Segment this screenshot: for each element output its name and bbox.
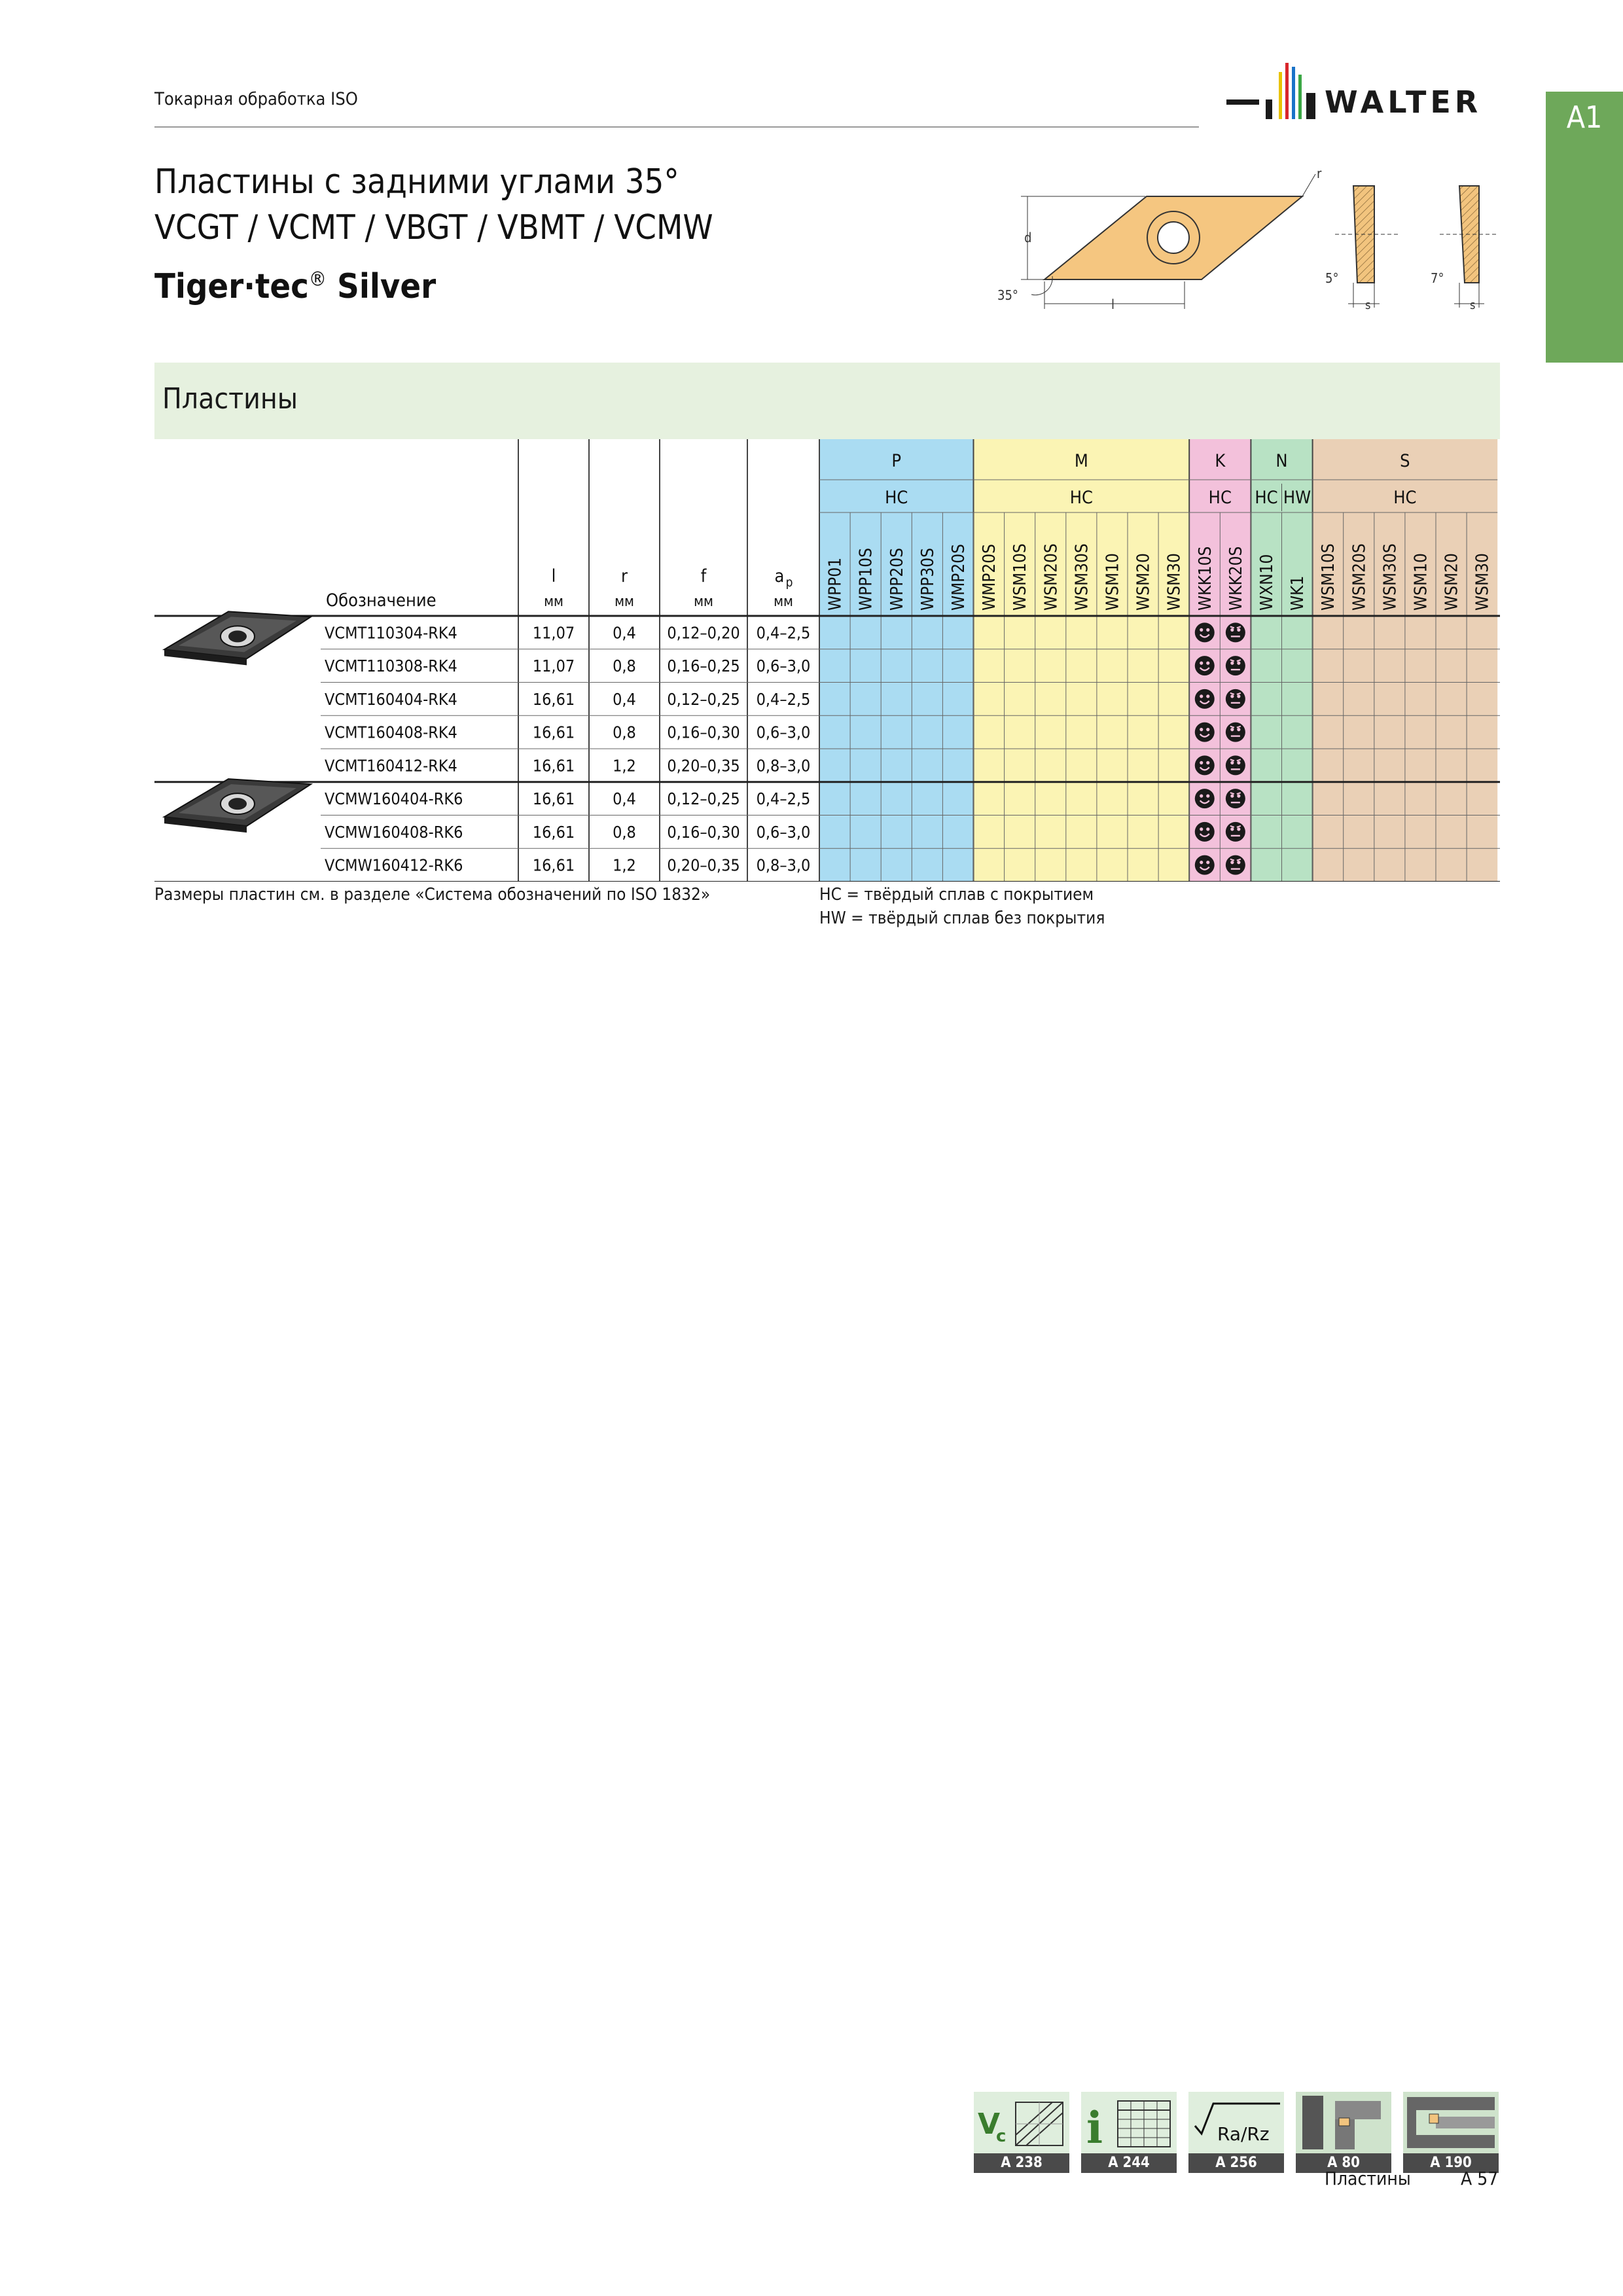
face-eye [1230,662,1234,665]
face-eye [1206,761,1209,764]
boring-bar-icon [1403,2092,1499,2153]
face-eye [1230,628,1234,632]
grade-label: WSM10S [1319,543,1339,611]
section-heading: Пластины [162,382,298,416]
value-cell: 0,8–3,0 [756,855,811,875]
value-cell: 0,4 [613,789,636,809]
value-cell: 0,6–3,0 [756,656,811,676]
grade-label: WSM20S [1349,543,1370,611]
value-cell: 0,6–3,0 [756,723,811,742]
grade-label: WSM30S [1072,543,1092,611]
face-eye [1200,827,1203,831]
grade-label: WSM20S [1041,543,1061,611]
value-cell: 0,20–0,35 [667,855,740,875]
value-cell: 16,61 [532,723,575,742]
ref-label: A 256 [1188,2153,1284,2173]
face-eye [1237,827,1240,831]
page-title: Пластины с задними углами 35° [154,162,679,202]
value-cell: 0,20–0,35 [667,756,740,776]
face-eye [1200,861,1203,864]
ref-cutting-speed[interactable] [974,2092,1069,2173]
page-number: A 57 [1461,2168,1499,2189]
walter-logo [1226,60,1501,132]
value-cell: 0,4–2,5 [756,623,811,643]
ref-surface-roughness[interactable] [1188,2092,1284,2173]
coating-label: HC [1393,488,1417,508]
neutral-face-icon [1226,723,1245,742]
smiley-icon [1195,855,1215,875]
column-unit: мм [615,594,634,610]
face-eye [1237,795,1240,798]
value-cell: 0,8–3,0 [756,756,811,776]
value-cell: 11,07 [532,623,575,643]
face-eye [1206,728,1209,731]
column-header: f [700,566,707,586]
page-subtitle: VCGT / VCMT / VBGT / VBMT / VCMW [154,208,713,247]
group-code: K [1215,451,1226,471]
neutral-face-icon [1226,656,1245,675]
face-eye [1200,728,1203,731]
smiley-icon [1195,622,1215,642]
grade-label: WK1 [1288,575,1308,611]
insert-image-vcmw [164,779,311,833]
product-brand: Tiger·tec [154,267,309,306]
label-s-1: s [1365,298,1371,312]
value-cell: 0,16–0,25 [667,656,740,676]
face-eye [1206,861,1209,864]
face-eye [1230,694,1234,698]
column-unit: мм [544,594,563,610]
section-heading-band [154,363,1500,439]
face-eye [1200,662,1203,665]
designation-cell: VCMT110308-RK4 [325,656,457,676]
grade-label: WMP20S [980,543,1000,611]
grade-label: WSM10S [1010,543,1031,611]
value-cell: 0,12–0,20 [667,623,740,643]
face-eye [1200,761,1203,764]
face-eye [1206,827,1209,831]
value-cell: 0,12–0,25 [667,689,740,709]
value-cell: 11,07 [532,656,575,676]
surface-roughness-icon [1188,2092,1284,2153]
designation-cell: VCMT160412-RK4 [325,756,457,776]
value-cell: 16,61 [532,822,575,842]
designation-cell: VCMW160404-RK6 [325,789,463,809]
hc-legend: HC = твёрдый сплав с покрытием [819,885,1094,905]
value-cell: 16,61 [532,756,575,776]
external-toolholder-icon [1296,2092,1391,2153]
svg-text:i: i [1086,2102,1103,2153]
face-eye [1200,694,1203,698]
neutral-face-icon [1226,855,1245,875]
value-cell: 0,8 [613,656,636,676]
value-cell: 16,61 [532,689,575,709]
insert-drawing [982,164,1505,321]
ref-info[interactable] [1081,2092,1177,2173]
product-suffix: Silver [326,267,437,306]
header-rule [154,126,1199,128]
grade-label: WKK20S [1226,546,1246,611]
grade-label: WPP30S [918,548,938,611]
grade-label: WSM20 [1133,553,1154,611]
product-line [154,267,436,306]
column-header: r [621,566,628,586]
group-code: S [1400,451,1410,471]
label-l: l [1111,296,1115,312]
value-cell: 0,4–2,5 [756,689,811,709]
grade-label: WPP10S [856,548,876,611]
value-cell: 0,4 [613,623,636,643]
group-code: N [1275,451,1288,471]
column-unit: мм [694,594,713,610]
face-eye [1237,694,1240,698]
designation-cell: VCMT160404-RK4 [325,689,457,709]
cutting-speed-icon [974,2092,1069,2153]
neutral-face-icon [1226,755,1245,775]
neutral-face-icon [1226,789,1245,808]
face-eye [1237,662,1240,665]
ref-boring-bar[interactable] [1403,2092,1499,2173]
footer-label: Пластины [1325,2168,1411,2189]
value-cell: 16,61 [532,855,575,875]
value-cell: 0,4 [613,689,636,709]
info-table-icon [1081,2092,1177,2153]
grade-label: WKK10S [1195,546,1215,611]
ra-rz-text: Ra/Rz [1217,2123,1270,2145]
face-eye [1237,861,1240,864]
label-angle-35: 35° [997,287,1018,303]
neutral-face-icon [1226,689,1245,709]
group-code: M [1074,451,1088,471]
face-eye [1206,628,1209,632]
coating-label: HC [885,488,908,508]
designation-cell: VCMW160412-RK6 [325,855,463,875]
face-eye [1200,795,1203,798]
value-cell: 0,4–2,5 [756,789,811,809]
smiley-icon [1195,789,1215,808]
coating-label: HC [1255,488,1278,508]
coating-label: HC [1208,488,1232,508]
chapter-label: A1 [1566,99,1603,135]
neutral-face-icon [1226,622,1245,642]
grade-label: WSM30S [1380,543,1400,611]
designation-cell: VCMT110304-RK4 [325,623,457,643]
face-eye [1230,761,1234,764]
label-angle-7: 7° [1431,270,1444,286]
label-s-2: s [1470,298,1476,312]
face-eye [1206,795,1209,798]
face-eye [1230,827,1234,831]
chapter-tab[interactable] [1546,92,1623,363]
ref-label: A 80 [1296,2153,1391,2173]
face-eye [1237,728,1240,731]
dimension-note: Размеры пластин см. в разделе «Система обозначений по ISO 1832» [154,885,711,905]
column-header-ap-sub: p [785,575,793,590]
value-cell: 0,16–0,30 [667,723,740,742]
column-header-designation: Обозначение [326,590,437,611]
grade-label: WSM30 [1472,553,1493,611]
value-cell: 0,8 [613,822,636,842]
registered-mark: ® [308,268,327,291]
grade-label: WPP20S [887,548,907,611]
coating-label: HW [1283,488,1311,508]
grade-label: WXN10 [1257,554,1277,611]
value-cell: 16,61 [532,789,575,809]
svg-text:c: c [996,2126,1007,2146]
insert-table [154,439,1500,882]
face-eye [1237,628,1240,632]
column-header: l [551,566,556,586]
smiley-icon [1195,723,1215,742]
smiley-icon [1195,656,1215,675]
neutral-face-icon [1226,822,1245,842]
smiley-icon [1195,689,1215,709]
face-eye [1206,662,1209,665]
face-eye [1230,861,1234,864]
smiley-icon [1195,755,1215,775]
coating-label: HC [1069,488,1093,508]
grade-label: WSM30 [1164,553,1185,611]
value-cell: 0,16–0,30 [667,822,740,842]
designation-cell: VCMT160408-RK4 [325,723,457,742]
group-code: P [891,451,902,471]
hw-legend: HW = твёрдый сплав без покрытия [819,908,1105,928]
face-eye [1230,795,1234,798]
value-cell: 0,8 [613,723,636,742]
grade-label: WPP01 [825,557,846,611]
label-r: r [1317,166,1322,181]
smiley-icon [1195,822,1215,842]
grade-label: WSM10 [1103,553,1123,611]
value-cell: 1,2 [613,756,636,776]
column-header-ap: a [774,566,785,586]
svg-text:V: V [978,2108,1001,2141]
grade-label: WSM20 [1442,553,1462,611]
grade-label: WMP20S [948,543,969,611]
face-eye [1237,761,1240,764]
value-cell: 0,12–0,25 [667,789,740,809]
face-eye [1200,628,1203,632]
insert-image-vcmt [164,611,311,665]
ref-label: A 238 [974,2153,1069,2173]
section-label: Токарная обработка ISO [154,89,358,109]
ref-label: A 190 [1403,2153,1499,2173]
ref-external-toolholder[interactable] [1296,2092,1391,2173]
value-cell: 0,6–3,0 [756,822,811,842]
face-eye [1230,728,1234,731]
grade-label: WSM10 [1411,553,1431,611]
value-cell: 1,2 [613,855,636,875]
ref-label: A 244 [1081,2153,1177,2173]
face-eye [1206,694,1209,698]
designation-cell: VCMW160408-RK6 [325,822,463,842]
logo-text: WALTER [1325,84,1482,120]
label-d: d [1024,230,1032,245]
column-unit: мм [774,594,793,610]
label-angle-5: 5° [1325,270,1339,286]
